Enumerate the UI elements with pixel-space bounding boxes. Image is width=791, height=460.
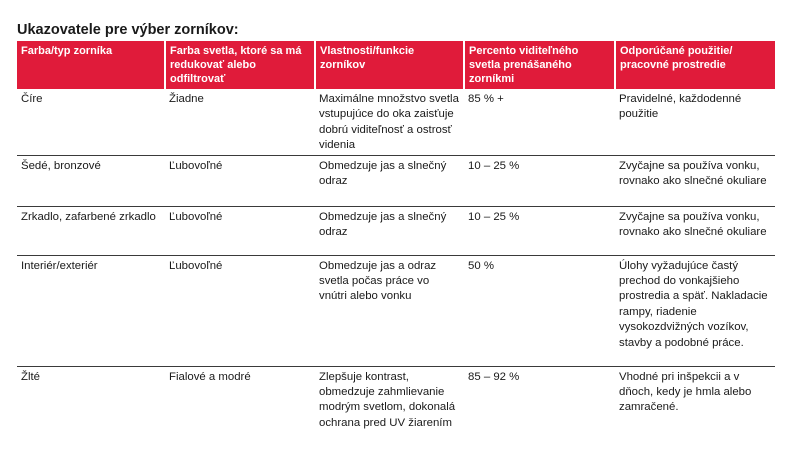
cell-recommended-use: Úlohy vyžadujúce častý prechod do vonkajšieho prostredia a späť. Nakladacie rampy, riadenie vysokozdvižných vozíkov, stavby a podobné práce. <box>615 255 775 366</box>
header-light-transmission: Percento viditeľného svetla prenášaného zorníkmi <box>464 41 615 89</box>
table-row <box>17 255 775 366</box>
cell-light-transmission: 50 % <box>464 255 615 366</box>
cell-lens-type: Číre <box>17 89 165 155</box>
cell-recommended-use: Vhodné pri inšpekcii a v dňoch, kedy je hmla alebo zamračené. <box>619 370 752 414</box>
cell-recommended-use: Zvyčajne sa používa vonku, rovnako ako slnečné okuliare <box>615 206 775 255</box>
cell-light-transmission: 85 – 92 % <box>468 370 520 383</box>
cell-lens-type: Žlté <box>21 370 40 383</box>
cell-lens-properties: Obmedzuje jas a slnečný odraz <box>315 206 464 255</box>
cell-filtered-light: Ľubovoľné <box>165 155 315 206</box>
cell-filtered-light: Fialové a modré <box>169 370 251 383</box>
table-row <box>17 155 775 206</box>
header-recommended-use: Odporúčané použitie/ pracovné prostredie <box>615 41 775 89</box>
header-filtered-light: Farba svetla, ktoré sa má redukovať alebo odfiltrovať <box>165 41 315 89</box>
header-lens-type: Farba/typ zorníka <box>17 41 165 89</box>
table-title: Ukazovatele pre výber zorníkov: <box>17 22 239 38</box>
table-row <box>17 206 775 255</box>
table-row <box>17 366 775 451</box>
cell-recommended-use: Zvyčajne sa používa vonku, rovnako ako slnečné okuliare <box>615 155 775 206</box>
cell-recommended-use: Pravidelné, každodenné použitie <box>615 89 775 155</box>
table-row <box>17 89 775 155</box>
cell-light-transmission: 10 – 25 % <box>464 155 615 206</box>
cell-lens-type: Zrkadlo, zafarbené zrkadlo <box>17 206 165 255</box>
cell-filtered-light: Žiadne <box>165 89 315 155</box>
cell-lens-properties: Obmedzuje jas a slnečný odraz <box>315 155 464 206</box>
table-header-row <box>17 41 775 89</box>
cell-lens-properties: Obmedzuje jas a odraz svetla počas práce vo vnútri alebo vonku <box>315 255 464 366</box>
cell-lens-type: Šedé, bronzové <box>17 155 165 206</box>
cell-lens-properties: Maximálne množstvo svetla vstupujúce do oka zaisťuje dobrú viditeľnosť a ostrosť videnia <box>315 89 464 155</box>
cell-lens-properties: Zlepšuje kontrast, obmedzuje zahmlievanie modrým svetlom, dokonalá ochrana pred UV žiarením <box>319 370 456 429</box>
cell-filtered-light: Ľubovoľné <box>165 255 315 366</box>
cell-light-transmission: 85 % + <box>464 89 615 155</box>
lens-selection-table <box>17 41 775 451</box>
cell-lens-type: Interiér/exteriér <box>17 255 165 366</box>
cell-light-transmission: 10 – 25 % <box>464 206 615 255</box>
cell-filtered-light: Ľubovoľné <box>165 206 315 255</box>
header-lens-properties: Vlastnosti/funkcie zorníkov <box>315 41 464 89</box>
